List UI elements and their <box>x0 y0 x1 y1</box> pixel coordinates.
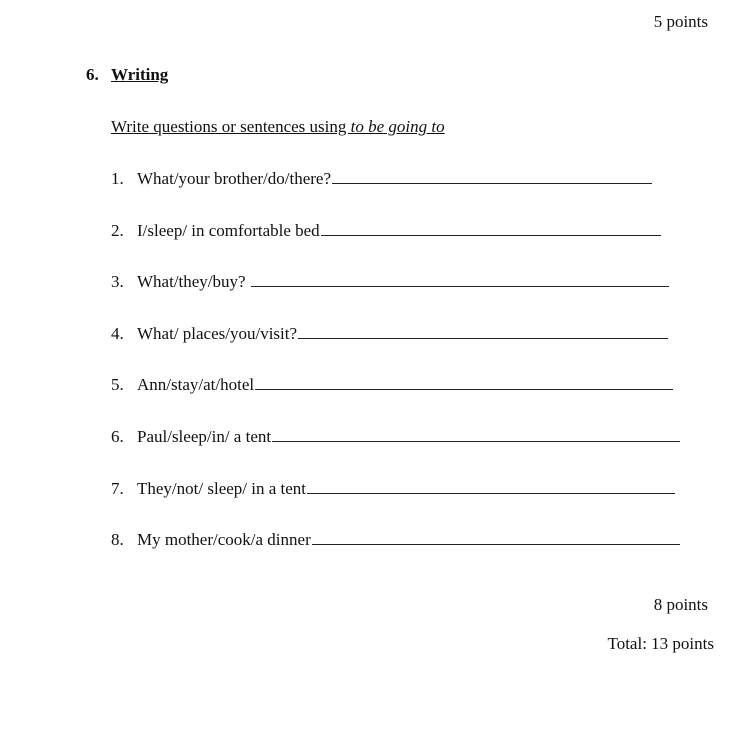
item-prompt: My mother/cook/a dinner <box>137 530 311 549</box>
item-prompt: What/your brother/do/there? <box>137 169 332 188</box>
exercise-item <box>111 222 661 239</box>
item-number: 7. <box>111 479 124 498</box>
answer-blank[interactable] <box>307 481 675 494</box>
item-number: 5. <box>111 375 124 394</box>
item-prompt: I/sleep/ in comfortable bed <box>137 221 320 240</box>
item-number: 1. <box>111 169 124 188</box>
item-prompt: Paul/sleep/in/ a tent <box>137 427 272 446</box>
item-number: 2. <box>111 221 124 240</box>
answer-blank[interactable] <box>321 223 661 236</box>
exercise-item <box>111 531 680 548</box>
exercise-item <box>111 325 668 342</box>
exercise-item <box>111 376 673 393</box>
item-number: 4. <box>111 324 124 343</box>
answer-blank[interactable] <box>298 326 668 339</box>
item-number: 6. <box>111 427 124 446</box>
instruction-text: Write questions or sentences using <box>111 117 351 136</box>
answer-blank[interactable] <box>251 274 669 287</box>
instruction <box>111 118 445 135</box>
item-number: 3. <box>111 272 124 291</box>
answer-blank[interactable] <box>312 532 680 545</box>
answer-blank[interactable] <box>255 377 673 390</box>
item-prompt: What/they/buy? <box>137 272 250 291</box>
exercise-item <box>111 428 680 445</box>
exercise-item <box>111 170 652 187</box>
exercise-item <box>111 273 669 290</box>
section-points-top: 5 points <box>653 12 708 31</box>
item-prompt: What/ places/you/visit? <box>137 324 298 343</box>
answer-blank[interactable] <box>272 429 680 442</box>
item-prompt: They/not/ sleep/ in a tent <box>137 479 307 498</box>
total-points: Total: 13 points <box>607 634 714 653</box>
item-number: 8. <box>111 530 124 549</box>
exercise-item <box>111 480 675 497</box>
item-prompt: Ann/stay/at/hotel <box>137 375 255 394</box>
instruction-emphasis: to be going to <box>350 117 445 136</box>
section-title: Writing <box>111 65 169 84</box>
section-heading <box>86 66 168 83</box>
answer-blank[interactable] <box>332 171 652 184</box>
section-number: 6. <box>86 65 99 84</box>
section-points-bottom: 8 points <box>653 595 708 614</box>
